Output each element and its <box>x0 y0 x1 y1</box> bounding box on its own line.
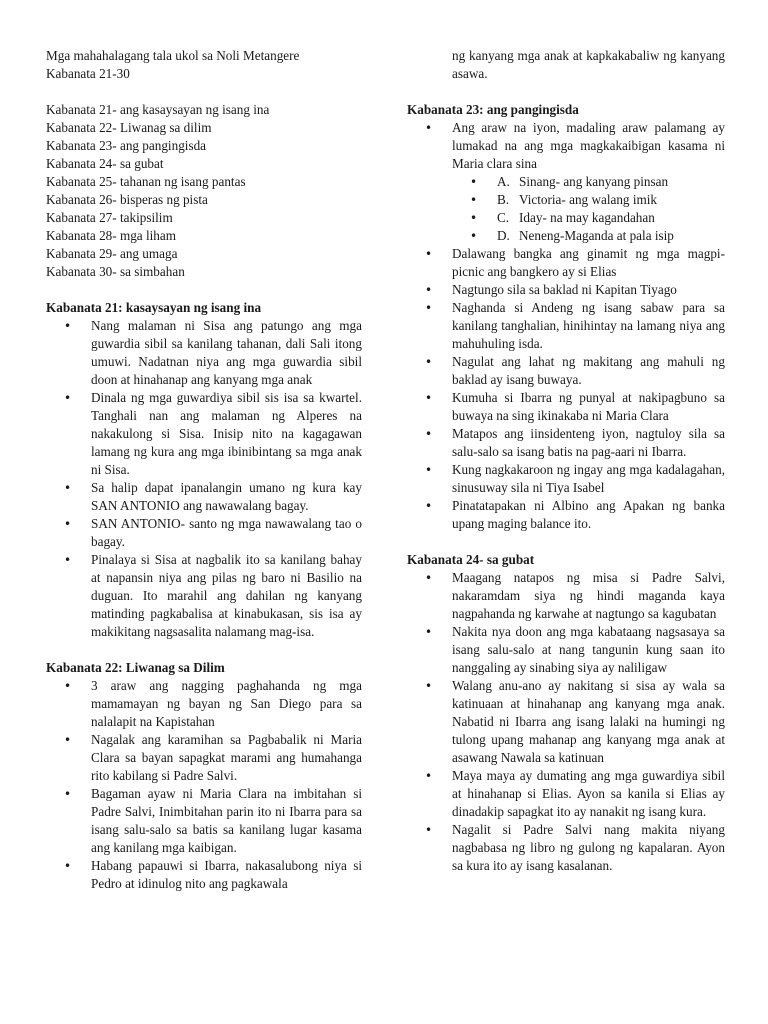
chapter-23-bullets <box>407 119 725 533</box>
list-text: Iday- na may kagandahan <box>519 210 655 225</box>
right-column <box>407 47 725 875</box>
bullet-item: • Pinalaya si Sisa at nagbalik ito sa kanilang bahay at napansin niya ang pilas ng baro ni Basilio na duguan. Ito marahil ang dahilan ng kanyang matinding pagkabalisa at kinabukasan, sis isa ay makikitang nagsasalita nalamang mag-isa. <box>46 551 362 641</box>
bullet-continuation: ng kanyang mga anak at kapkakabaliw ng kanyang asawa. <box>452 48 725 81</box>
list-marker: • C. <box>497 210 510 225</box>
chapter-22-heading: Kabanata 22: Liwanag sa Dilim <box>46 660 225 675</box>
chapter-list-item: Kabanata 22- Liwanag sa dilim <box>46 120 212 135</box>
bullet-item: • Walang anu-ano ay nakitang si sisa ay wala sa katinuaan at hinahanap ang kanyang mga anak. Nabatid ni Ibarra ang isang lalaki na humingi ng tulong upang mahanap ang kanyang mga anak at asawang Nawala sa katinuan <box>407 677 725 767</box>
bullet-item: • Bagaman ayaw ni Maria Clara na imbitahan si Padre Salvi, Inimbitahan parin ito ni Ibarra para sa isang salu-salo sa batis sa kanilang lugar kasama ang kanilang mga kaibigan. <box>46 785 362 857</box>
chapter-list <box>46 101 362 281</box>
list-text: Sinang- ang kanyang pinsan <box>519 174 669 189</box>
bullet-item <box>407 119 725 245</box>
bullet-item: • Maya maya ay dumating ang mga guwardiya sibil at hinahanap si Elias. Ayon sa kanila si Elias ay dinadakip sapagkat ito ay nanakit ng isang kura. <box>407 767 725 821</box>
document-subtitle: Kabanata 21-30 <box>46 66 130 81</box>
bullet-item: • Matapos ang iinsidenteng iyon, nagtuloy sila sa salu-salo sa isang batis na pag-aari ni Ibarra. <box>407 425 725 461</box>
chapter-list-item: Kabanata 23- ang pangingisda <box>46 138 207 153</box>
chapter-list-item: Kabanata 28- mga liham <box>46 228 176 243</box>
bullet-item: • Kumuha si Ibarra ng punyal at nakipagbuno sa buwaya na sing ikinakaba ni Maria Clara <box>407 389 725 425</box>
friends-list-item <box>452 173 725 191</box>
bullet-item: • Nagalak ang karamihan sa Pagbabalik ni Maria Clara sa bayan sapagkat marami ang humahanga rito kabilang si Padre Salvi. <box>46 731 362 785</box>
list-marker: • A. <box>497 174 510 189</box>
bullet-item: • Naghanda si Andeng ng isang sabaw para sa kanilang tanghalian, hinihintay na lamang niya ang mahuhuling isda. <box>407 299 725 353</box>
chapter-list-item: Kabanata 29- ang umaga <box>46 246 178 261</box>
chapter-list-item: Kabanata 26- bisperas ng pista <box>46 192 208 207</box>
list-text: Neneng-Maganda at pala isip <box>519 228 674 243</box>
chapter-21-heading: Kabanata 21: kasaysayan ng isang ina <box>46 300 262 315</box>
bullet-item: • Pinatatapakan ni Albino ang Apakan ng banka upang maging balance ito. <box>407 497 725 533</box>
chapter-list-item: Kabanata 25- tahanan ng isang pantas <box>46 174 246 189</box>
bullet-text: Ang araw na iyon, madaling araw palamang ay lumakad na ang mga magkakaibigan kasama ni Maria clara sina <box>452 120 725 171</box>
chapter-22-bullets <box>46 677 362 893</box>
bullet-item: • Sa halip dapat ipanalangin umano ng kura kay SAN ANTONIO ang nawawalang bagay. <box>46 479 362 515</box>
bullet-item: • Dalawang bangka ang ginamit ng mga magpi-picnic ang bangkero ay si Elias <box>407 245 725 281</box>
friends-list <box>452 173 725 245</box>
bullet-item: • Nakita nya doon ang mga kabataang nagsasaya sa isang salu-salo at nang tangunin kung saan ito nanggaling ay sinabing siya ay naliligaw <box>407 623 725 677</box>
document-title: Mga mahahalagang tala ukol sa Noli Metangere <box>46 48 300 63</box>
chapter-24-heading: Kabanata 24- sa gubat <box>407 552 535 567</box>
chapter-21-bullets <box>46 317 362 641</box>
bullet-item: • 3 araw ang nagging paghahanda ng mga mamamayan ng bayan ng San Diego para sa nalalapit na Kapistahan <box>46 677 362 731</box>
bullet-item: • Kung nagkakaroon ng ingay ang mga kadalagahan, sinusuway sila ni Tiya Isabel <box>407 461 725 497</box>
chapter-list-item: Kabanata 24- sa gubat <box>46 156 164 171</box>
chapter-24-bullets <box>407 569 725 875</box>
chapter-list-item: Kabanata 30- sa simbahan <box>46 264 185 279</box>
list-text: Victoria- ang walang imik <box>519 192 657 207</box>
bullet-item: • Nagulat ang lahat ng makitang ang mahuli ng baklad ay isang buwaya. <box>407 353 725 389</box>
bullet-item: • SAN ANTONIO- santo ng mga nawawalang tao o bagay. <box>46 515 362 551</box>
left-column <box>46 47 362 893</box>
bullet-item: • Nagtungo sila sa baklad ni Kapitan Tiyago <box>407 281 725 299</box>
bullet-item: • Habang papauwi si Ibarra, nakasalubong niya si Pedro at idinulog nito ang pagkawala <box>46 857 362 893</box>
list-marker: • D. <box>497 228 510 243</box>
friends-list-item <box>452 227 725 245</box>
chapter-list-item: Kabanata 27- takipsilim <box>46 210 173 225</box>
chapter-list-item: Kabanata 21- ang kasaysayan ng isang ina <box>46 102 270 117</box>
bullet-item: • Nang malaman ni Sisa ang patungo ang mga guwardia sibil sa kanilang tahanan, dali Sali itong umuwi. Nadatnan niya ang mga guwardia sibil doon at hinahanap ang kanyang mga anak <box>46 317 362 389</box>
chapter-23-heading: Kabanata 23: ang pangingisda <box>407 102 579 117</box>
chapter-22-continuation <box>407 47 725 83</box>
friends-list-item <box>452 191 725 209</box>
friends-list-item <box>452 209 725 227</box>
list-marker: • B. <box>497 192 510 207</box>
bullet-item: • Maagang natapos ng misa si Padre Salvi, nakaramdam siya ng hindi maganda kaya nagpahanda ng karwahe at nagtungo sa kagubatan <box>407 569 725 623</box>
bullet-item: • Nagalit si Padre Salvi nang makita niyang nagbabasa ng libro ng gulong ng kapalaran. Ayon sa kura ito ay isang kasalanan. <box>407 821 725 875</box>
bullet-item: • Dinala ng mga guwardiya sibil sis isa sa kwartel. Tanghali nan ang malaman ng Alperes na nakakulong si Sisa. Inisip nito na kagagawan lamang ng kura ang mga ibinibintang sa mga anak ni Sisa. <box>46 389 362 479</box>
